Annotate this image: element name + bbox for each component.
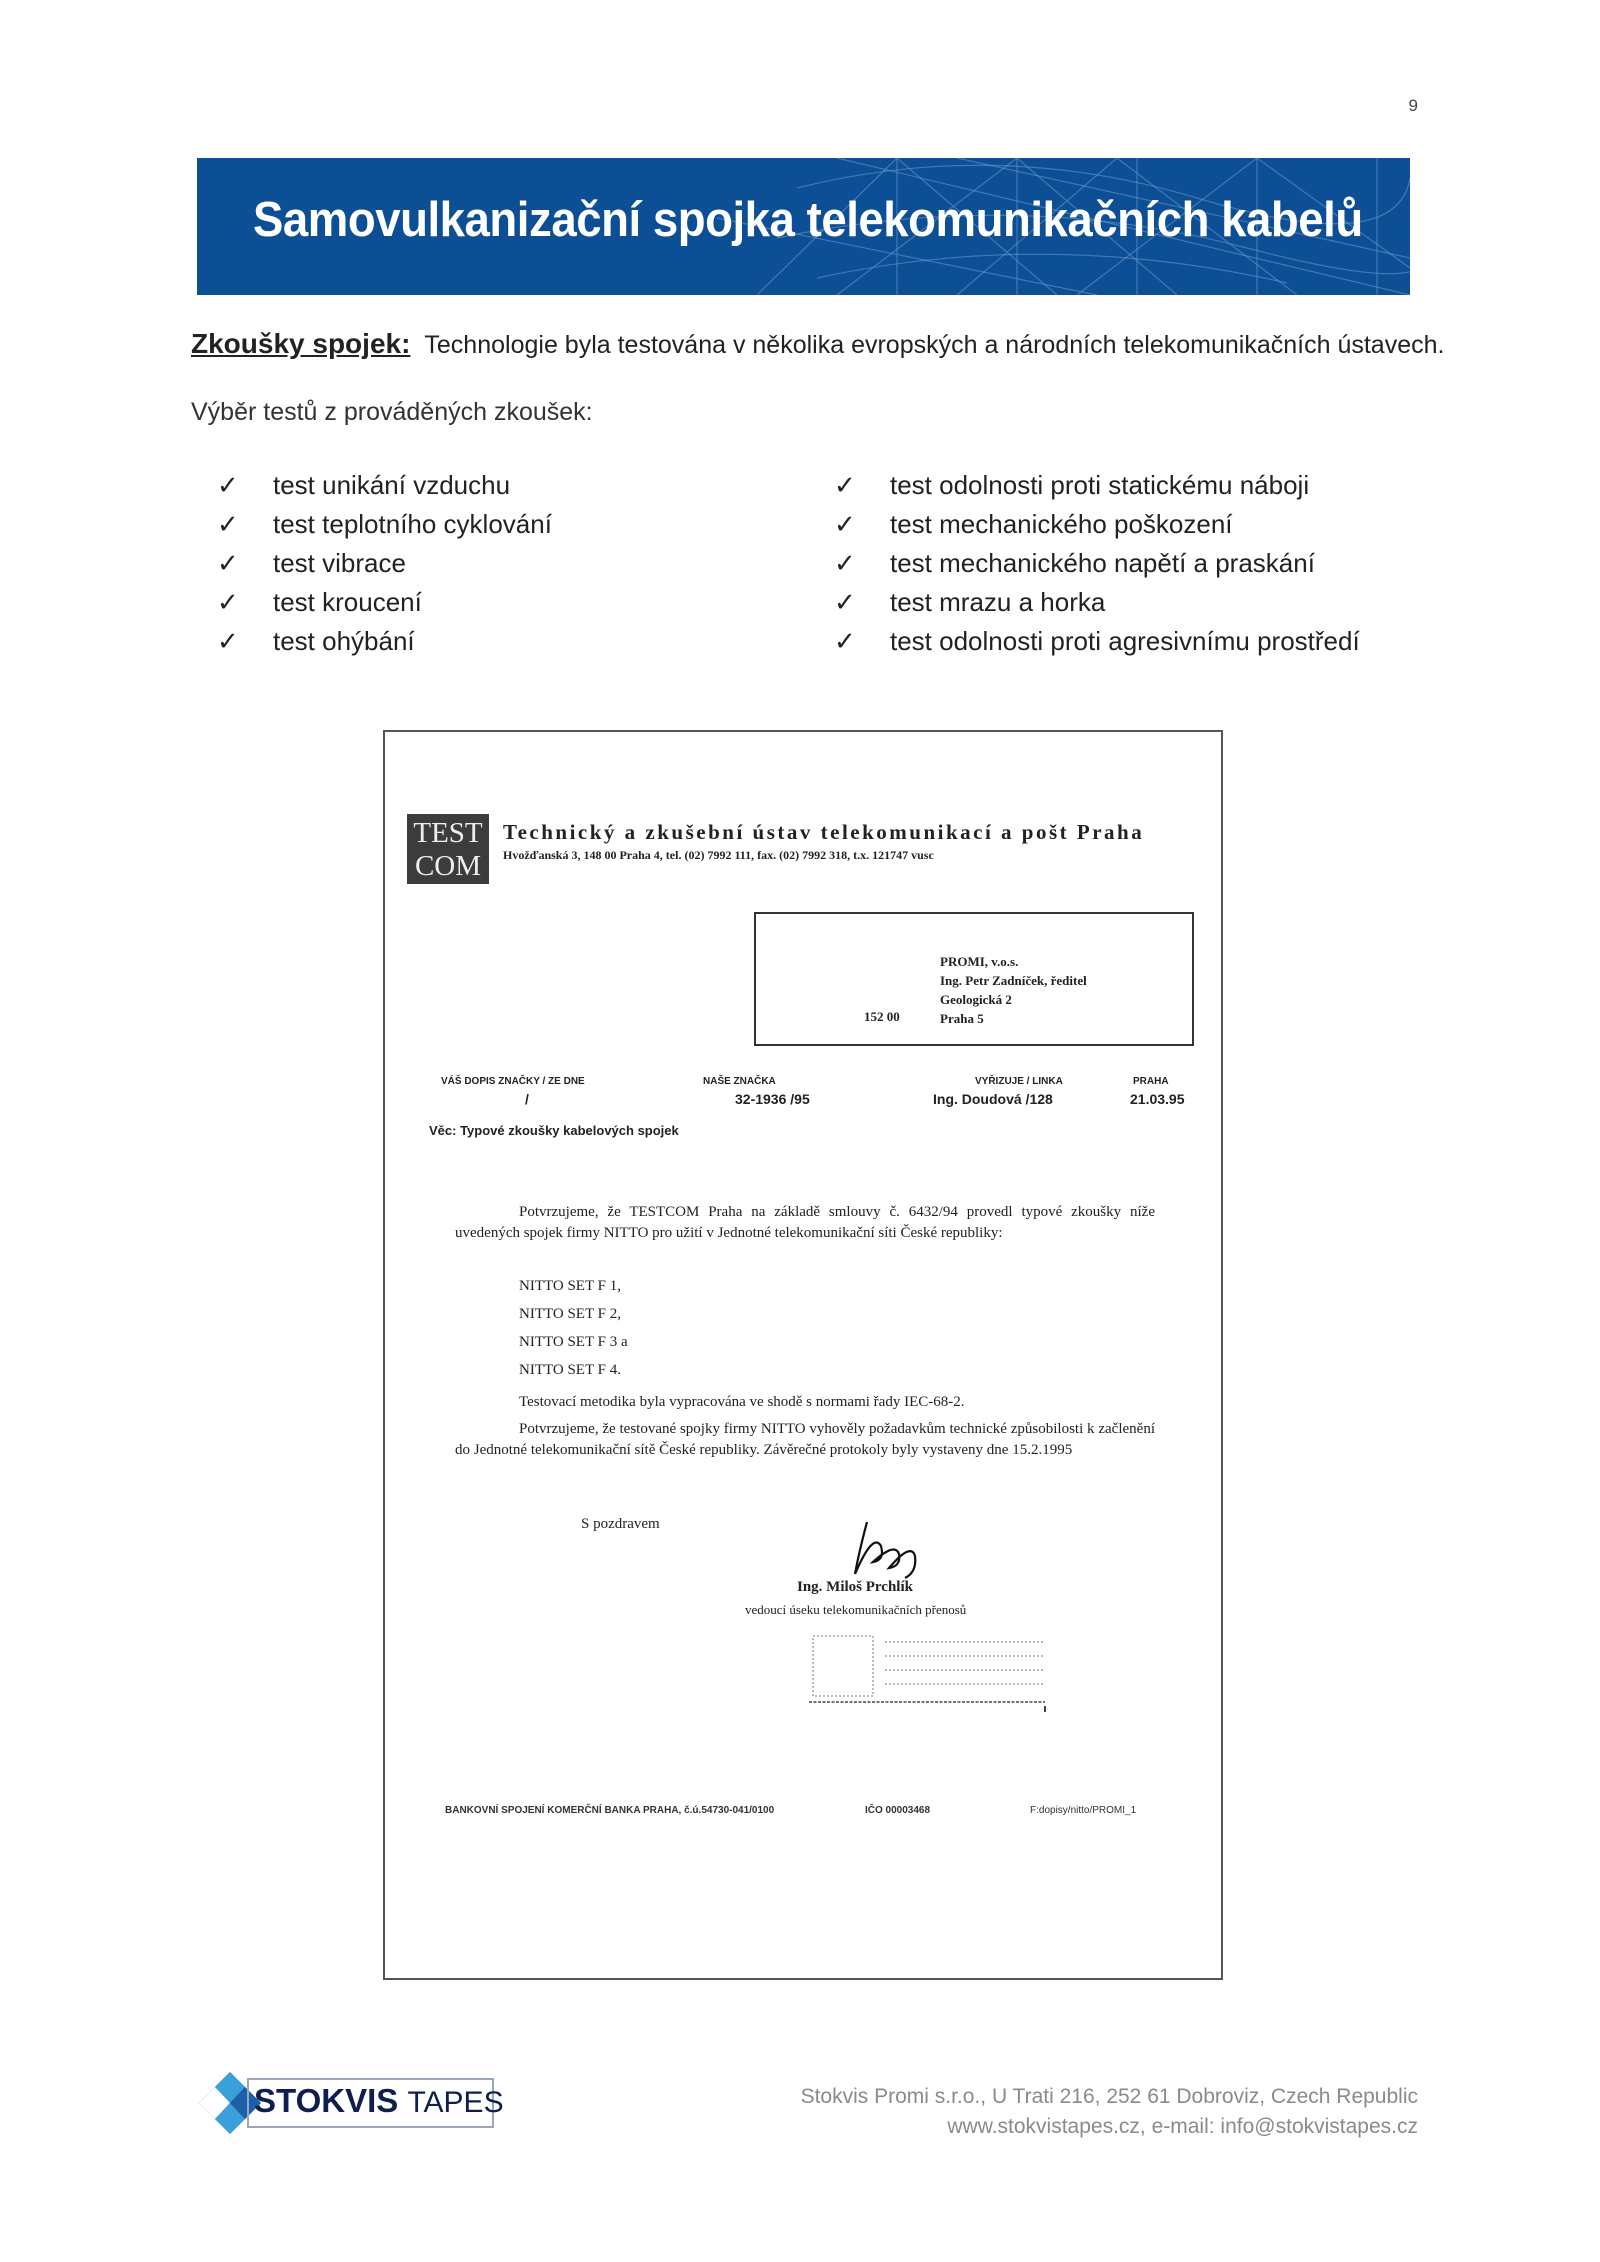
- list-item: ✓ test mechanického napětí a praskání: [808, 544, 1360, 583]
- check-icon: ✓: [217, 587, 239, 617]
- list-item: ✓ test mrazu a horka: [808, 583, 1360, 622]
- letter-footer-file: F:dopisy/nitto/PROMI_1: [1030, 1805, 1137, 1816]
- selection-text: Výběr testů z prováděných zkoušek:: [191, 398, 593, 426]
- list-item: ✓ test teplotního cyklování: [191, 505, 552, 544]
- contact-address: Stokvis Promi s.r.o., U Trati 216, 252 61 Dobroviz, Czech Republic: [800, 2085, 1418, 2108]
- letter-paragraph-3: Potvrzujeme, že testované spojky firmy NITTO vyhověly požadavkům technické způsobilosti k začlenění do Jednotné telekomunikační sítě České republiky. Závěrečné protokoly byly vystaveny dne 15.2.1995: [455, 1421, 1155, 1458]
- contact-web-email: www.stokvistapes.cz, e-mail: info@stokvistapes.cz: [947, 2115, 1418, 2138]
- list-item: ✓ test odolnosti proti agresivnímu prostředí: [808, 622, 1360, 661]
- ref-header-place: PRAHA: [1133, 1076, 1169, 1087]
- recipient-zip: 152 00: [864, 1009, 900, 1024]
- ref-value-your: /: [525, 1091, 529, 1107]
- list-item: ✓ test odolnosti proti statickému náboji: [808, 466, 1360, 505]
- section-label: Zkoušky spojek:: [191, 328, 411, 359]
- check-icon: ✓: [217, 509, 239, 539]
- letter-subject: Věc: Typové zkoušky kabelových spojek: [429, 1123, 679, 1138]
- check-icon: ✓: [834, 548, 856, 578]
- recipient-address: PROMI, v.o.s. Ing. Petr Zadníček, ředitel Geologická 2 Praha 5: [940, 954, 1087, 1026]
- tests-list-right: [808, 466, 1360, 661]
- page-title: Samovulkanizační spojka telekomunikačních kabelů: [253, 193, 1363, 247]
- recipient-box: [754, 912, 1194, 1046]
- list-item: ✓ test ohýbání: [191, 622, 552, 661]
- ref-header-your: VÁŠ DOPIS ZNAČKY / ZE DNE: [441, 1076, 585, 1087]
- stamp-image: [805, 1632, 1055, 1712]
- contact-info: [801, 2082, 1418, 2142]
- ref-value-date: 21.03.95: [1130, 1091, 1185, 1107]
- ref-header-handler: VYŘIZUJE / LINKA: [975, 1076, 1063, 1087]
- tests-list-left: [191, 466, 552, 661]
- intro-line: [191, 328, 1444, 360]
- check-icon: ✓: [834, 626, 856, 656]
- letter-set-list: NITTO SET F 1, NITTO SET F 2, NITTO SET F 3 a NITTO SET F 4.: [519, 1278, 628, 1378]
- list-item: ✓ test unikání vzduchu: [191, 466, 552, 505]
- brand-name: STOKVIS TAPES: [254, 2082, 504, 2119]
- signature-image: [815, 1512, 1015, 1582]
- list-item: ✓ test kroucení: [191, 583, 552, 622]
- list-item: ✓ test vibrace: [191, 544, 552, 583]
- stokvis-tapes-logo: [197, 2070, 504, 2136]
- check-icon: ✓: [217, 548, 239, 578]
- title-banner: [197, 158, 1410, 295]
- scanned-letter: [383, 730, 1223, 1980]
- ref-header-our: NAŠE ZNAČKA: [703, 1076, 776, 1087]
- check-icon: ✓: [217, 626, 239, 656]
- page-number: 9: [1408, 96, 1418, 115]
- letter-paragraph-1: Potvrzujeme, že TESTCOM Praha na základě smlouvy č. 6432/94 provedl typové zkoušky níže uvedených spojek firmy NITTO pro užití v Jednotné telekomunikační síti České republiky:: [455, 1204, 1155, 1241]
- letter-greeting: S pozdravem: [581, 1516, 660, 1532]
- ref-value-handler: Ing. Doudová /128: [933, 1091, 1053, 1107]
- ref-value-our: 32-1936 /95: [735, 1091, 810, 1107]
- letter-footer-ico: IČO 00003468: [865, 1805, 931, 1816]
- list-item: ✓ test mechanického poškození: [808, 505, 1360, 544]
- letterhead-address: Hvožďanská 3, 148 00 Praha 4, tel. (02) 7992 111, fax. (02) 7992 318, t.x. 121747 vusc: [503, 848, 934, 862]
- testcom-logo: TEST COM: [407, 814, 489, 884]
- letterhead-org-name: Technický a zkušební ústav telekomunikací a pošt Praha: [503, 820, 1145, 844]
- check-icon: ✓: [834, 587, 856, 617]
- check-icon: ✓: [834, 509, 856, 539]
- signer-name: Ing. Miloš Prchlík: [797, 1579, 913, 1595]
- intro-text: Technologie byla testována v několika evropských a národních telekomunikačních ústavech.: [424, 331, 1445, 359]
- signer-title: vedoucí úseku telekomunikačních přenosů: [745, 1602, 967, 1617]
- letter-footer-bank: BANKOVNÍ SPOJENÍ KOMERČNÍ BANKA PRAHA, č.ú.54730-041/0100: [445, 1805, 775, 1816]
- check-icon: ✓: [834, 470, 856, 500]
- check-icon: ✓: [217, 470, 239, 500]
- letter-paragraph-2: Testovací metodika byla vypracována ve shodě s normami řady IEC-68-2.: [519, 1394, 965, 1410]
